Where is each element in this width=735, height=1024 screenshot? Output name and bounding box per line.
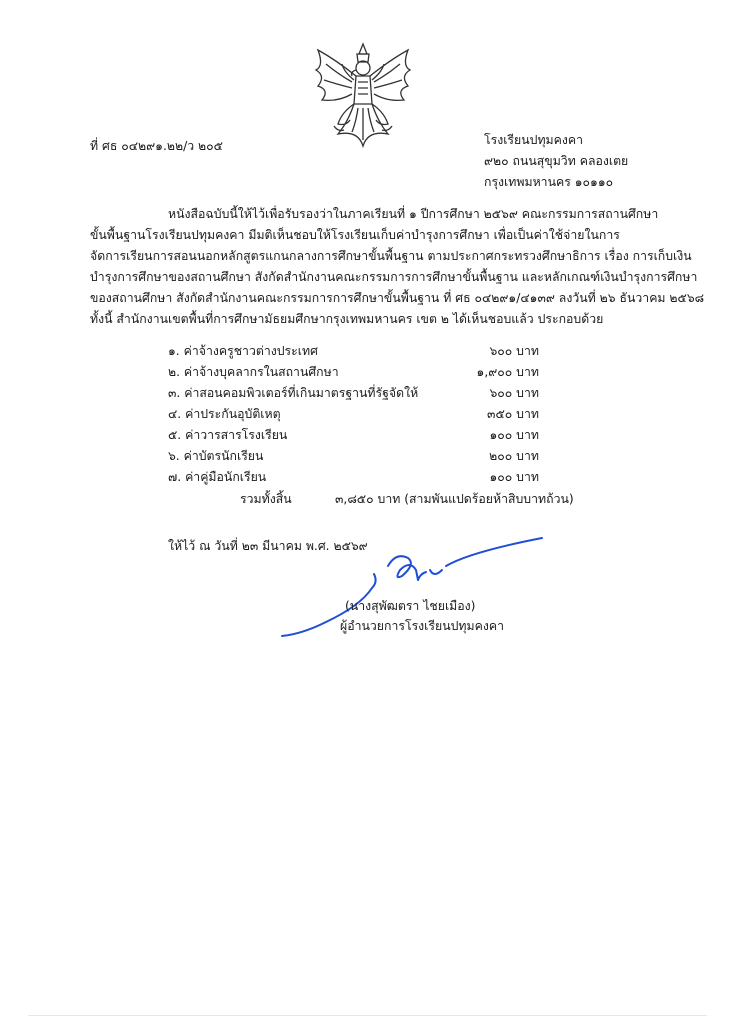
page-bottom-edge — [28, 1015, 707, 1016]
garuda-emblem-icon — [308, 42, 418, 148]
fee-item-amount: ๖๐๐ บาท — [489, 386, 539, 400]
sender-address: ๙๒๐ ถนนสุขุมวิท คลองเตย — [484, 154, 629, 168]
total-amount: ๓,๘๕๐ บาท (สามพันแปดร้อยห้าสิบบาทถ้วน) — [335, 492, 574, 506]
fee-item-amount: ๒๐๐ บาท — [489, 449, 539, 463]
fee-item-label: ๑. ค่าจ้างครูชาวต่างประเทศ — [168, 344, 318, 358]
fee-item-amount: ๑,๙๐๐ บาท — [476, 365, 539, 379]
sender-name: โรงเรียนปทุมคงคา — [484, 133, 584, 147]
body-line: บำรุงการศึกษาของสถานศึกษา สังกัดสำนักงานคณะกรรมการการศึกษาขั้นพื้นฐาน และหลักเกณฑ์เงินบำรุงการศึกษา — [90, 270, 698, 284]
fee-item-label: ๒. ค่าจ้างบุคลากรในสถานศึกษา — [168, 365, 339, 379]
body-line: จัดการเรียนการสอนนอกหลักสูตรแกนกลางการศึกษาขั้นพื้นฐาน ตามประกาศกระทรวงศึกษาธิการ เรื่อง การเก็บเงิน — [90, 249, 692, 263]
sender-city: กรุงเทพมหานคร ๑๐๑๑๐ — [484, 175, 614, 189]
fee-item-label: ๗. ค่าคู่มือนักเรียน — [168, 470, 267, 484]
signatory-name: (นางสุพัฒตรา ไชยเมือง) — [345, 599, 476, 613]
signatory-title: ผู้อำนวยการโรงเรียนปทุมคงคา — [340, 619, 504, 633]
fee-item-amount: ๓๕๐ บาท — [487, 407, 539, 421]
issue-date: ให้ไว้ ณ วันที่ ๒๓ มีนาคม พ.ศ. ๒๕๖๙ — [168, 539, 368, 553]
fee-item-label: ๕. ค่าวารสารโรงเรียน — [168, 428, 288, 442]
fee-item-amount: ๑๐๐ บาท — [489, 428, 539, 442]
body-line: ทั้งนี้ สำนักงานเขตพื้นที่การศึกษามัธยมศึกษากรุงเทพมหานคร เขต ๒ ได้เห็นชอบแล้ว ประกอบด้วย — [90, 312, 604, 326]
body-line: ขั้นพื้นฐานโรงเรียนปทุมคงคา มีมติเห็นชอบให้โรงเรียนเก็บค่าบำรุงการศึกษา เพื่อเป็นค่าใช้จ่ายในการ — [90, 228, 620, 242]
document-reference-number: ที่ ศธ ๐๔๒๙๑.๒๒/ว ๒๐๕ — [90, 139, 223, 153]
body-line: หนังสือฉบับนี้ให้ไว้เพื่อรับรองว่าในภาคเรียนที่ ๑ ปีการศึกษา ๒๕๖๙ คณะกรรมการสถานศึกษา — [168, 207, 659, 221]
fee-item-label: ๖. ค่าบัตรนักเรียน — [168, 449, 264, 463]
body-line: ของสถานศึกษา สังกัดสำนักงานคณะกรรมการการศึกษาขั้นพื้นฐาน ที่ ศธ ๐๔๒๙๑/๔๑๓๙ ลงวันที่ ๒๖ ธันวาคม ๒๕๖๘ — [90, 291, 705, 305]
fee-item-label: ๔. ค่าประกันอุบัติเหตุ — [168, 407, 281, 421]
fee-item-amount: ๖๐๐ บาท — [489, 344, 539, 358]
fee-item-label: ๓. ค่าสอนคอมพิวเตอร์ที่เกินมาตรฐานที่รัฐจัดให้ — [168, 386, 419, 400]
total-label: รวมทั้งสิ้น — [240, 492, 292, 506]
fee-item-amount: ๑๐๐ บาท — [489, 470, 539, 484]
